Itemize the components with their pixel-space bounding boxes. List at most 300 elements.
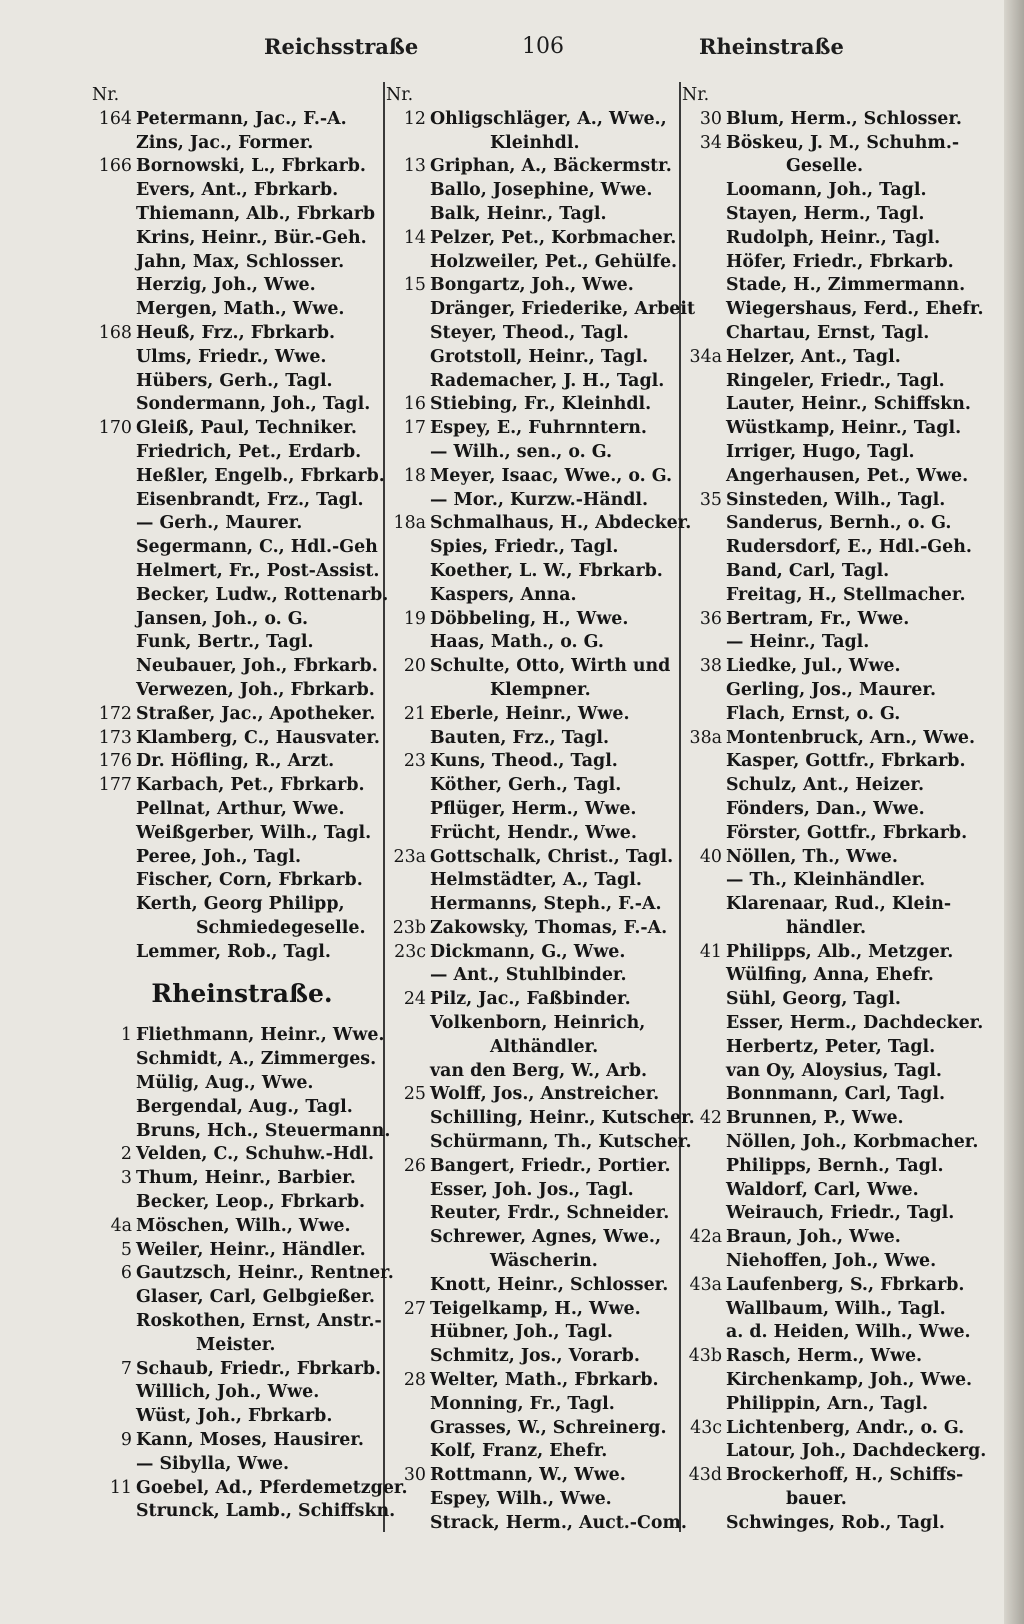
directory-entry (92, 1286, 382, 1310)
resident-entry: — Mor., Kurzw.-Händl. (430, 489, 649, 510)
resident-entry: Petermann, Jac., F.-A. (136, 108, 347, 129)
resident-entry: Liedke, Jul., Wwe. (726, 656, 901, 677)
directory-entry (92, 631, 382, 655)
resident-entry: Eberle, Heinr., Wwe. (430, 703, 630, 724)
resident-entry: Wolff, Jos., Anstreicher. (430, 1084, 660, 1105)
directory-entry (386, 869, 671, 893)
resident-entry: Reuter, Frdr., Schneider. (430, 1203, 670, 1224)
resident-entry: Velden, C., Schuhw.-Hdl. (136, 1144, 375, 1165)
resident-entry: Nöllen, Th., Wwe. (726, 846, 898, 867)
directory-entry (682, 560, 982, 584)
resident-entry: Haas, Math., o. G. (430, 632, 604, 653)
resident-entry: Meyer, Isaac, Wwe., o. G. (430, 465, 673, 486)
house-number: 40 (699, 846, 722, 867)
directory-entry (386, 1274, 671, 1298)
directory-entry (682, 1131, 982, 1155)
resident-entry: Stade, H., Zimmermann. (726, 275, 966, 296)
resident-entry: Pellnat, Arthur, Wwe. (136, 798, 345, 819)
house-number: 19 (403, 608, 426, 629)
resident-entry: Stayen, Herm., Tagl. (726, 203, 925, 224)
house-number: 6 (120, 1263, 132, 1284)
resident-entry: Bongartz, Joh., Wwe. (430, 275, 634, 296)
directory-entry (386, 465, 671, 489)
directory-entry (682, 203, 982, 227)
directory-entry (386, 417, 671, 441)
house-number: 3 (120, 1168, 132, 1189)
house-number: 23c (394, 941, 426, 962)
directory-entry (386, 227, 677, 251)
directory-entry (682, 1369, 982, 1393)
directory-entry (682, 132, 982, 156)
resident-entry: Geselle. (786, 156, 864, 177)
directory-entry (682, 1393, 982, 1417)
house-number: 43c (690, 1417, 722, 1438)
directory-entry (92, 1381, 382, 1405)
directory-entry (682, 370, 982, 394)
directory-entry (92, 322, 382, 346)
directory-entry (386, 1179, 671, 1203)
house-number: 24 (403, 989, 426, 1010)
resident-entry: Eisenbrandt, Frz., Tagl. (136, 489, 364, 510)
directory-entry (682, 1274, 982, 1298)
directory-entry (386, 1226, 671, 1250)
resident-entry: Kasper, Gottfr., Fbrkarb. (726, 751, 966, 772)
directory-entry (682, 417, 982, 441)
directory-entry (92, 1477, 408, 1501)
resident-entry: Thum, Heinr., Barbier. (136, 1168, 356, 1189)
resident-entry: Laufenberg, S., Fbrkarb. (726, 1274, 965, 1295)
resident-entry: Angerhausen, Pet., Wwe. (726, 465, 969, 486)
directory-entry (682, 393, 982, 417)
directory-entry (386, 1060, 671, 1084)
house-number: 41 (699, 941, 722, 962)
resident-entry: Jansen, Joh., o. G. (136, 608, 309, 629)
directory-entry (386, 512, 692, 536)
resident-entry: Schmitz, Jos., Vorarb. (430, 1346, 640, 1367)
resident-entry: Karbach, Pet., Fbrkarb. (136, 775, 365, 796)
house-number: 4a (110, 1215, 132, 1236)
resident-entry: Teigelkamp, H., Wwe. (430, 1298, 641, 1319)
directory-entry (92, 393, 382, 417)
resident-entry: Weiler, Heinr., Händler. (136, 1239, 366, 1260)
house-number: 172 (98, 703, 132, 724)
house-number: 38a (689, 727, 722, 748)
directory-entry (386, 393, 671, 417)
resident-entry: Gleiß, Paul, Techniker. (136, 418, 357, 439)
resident-entry: Irriger, Hugo, Tagl. (726, 441, 915, 462)
house-number: 2 (120, 1144, 132, 1165)
resident-entry: Weirauch, Friedr., Tagl. (726, 1203, 955, 1224)
column-2 (386, 84, 695, 1536)
house-number: 21 (403, 703, 426, 724)
resident-entry: Bertram, Fr., Wwe. (726, 608, 910, 629)
house-number: 12 (403, 108, 426, 129)
resident-entry: Hübner, Joh., Tagl. (430, 1322, 613, 1343)
resident-entry: — Ant., Stuhlbinder. (430, 965, 627, 986)
directory-entry (682, 489, 982, 513)
column-1 (92, 84, 408, 1524)
directory-entry (682, 822, 982, 846)
resident-entry: Ringeler, Friedr., Tagl. (726, 370, 945, 391)
resident-entry: Förster, Gottfr., Fbrkarb. (726, 822, 968, 843)
directory-entry (386, 703, 671, 727)
directory-entry (682, 322, 982, 346)
resident-entry: Schmidt, A., Zimmerges. (136, 1049, 377, 1070)
resident-entry: — Wilh., sen., o. G. (430, 441, 613, 462)
directory-entry (92, 560, 382, 584)
resident-entry: Pflüger, Herm., Wwe. (430, 798, 637, 819)
directory-entry (682, 1036, 982, 1060)
directory-entry (92, 346, 382, 370)
directory-entry (682, 846, 982, 870)
directory-entry (92, 1120, 391, 1144)
house-number: 9 (120, 1430, 132, 1451)
directory-entry (92, 1215, 382, 1239)
directory-entry (682, 869, 982, 893)
house-number: 30 (699, 108, 722, 129)
resident-entry: Pelzer, Pet., Korbmacher. (430, 227, 677, 248)
resident-entry: Stiebing, Fr., Kleinhdl. (430, 394, 652, 415)
resident-entry: — Heinr., Tagl. (726, 632, 870, 653)
directory-entry (682, 346, 982, 370)
house-number: 28 (403, 1370, 426, 1391)
directory-entry (682, 155, 982, 179)
directory-entry (386, 1417, 671, 1441)
directory-entry (92, 274, 382, 298)
resident-entry: Althändler. (490, 1036, 599, 1057)
resident-entry: Welter, Math., Fbrkarb. (430, 1370, 659, 1391)
resident-entry: Spies, Friedr., Tagl. (430, 537, 619, 558)
directory-entry (386, 1321, 671, 1345)
directory-entry (92, 679, 382, 703)
resident-entry: bauer. (786, 1489, 847, 1510)
directory-entry (386, 179, 671, 203)
directory-entry (92, 1429, 382, 1453)
number-heading: Nr. (92, 85, 120, 105)
resident-entry: Strunck, Lamb., Schiffskn. (136, 1501, 396, 1522)
resident-entry: Bonnmann, Carl, Tagl. (726, 1084, 946, 1105)
directory-entry (386, 917, 671, 941)
resident-entry: Balk, Heinr., Tagl. (430, 203, 607, 224)
directory-entry (386, 1202, 671, 1226)
resident-entry: Philippin, Arn., Tagl. (726, 1393, 929, 1414)
resident-entry: Döbbeling, H., Wwe. (430, 608, 629, 629)
resident-entry: Niehoffen, Joh., Wwe. (726, 1251, 937, 1272)
directory-entry (682, 1083, 982, 1107)
directory-entry (682, 917, 982, 941)
resident-entry: Schaub, Friedr., Fbrkarb. (136, 1358, 382, 1379)
resident-entry: Rudersdorf, E., Hdl.-Geh. (726, 537, 972, 558)
directory-entry (92, 917, 382, 941)
resident-entry: Kirchenkamp, Joh., Wwe. (726, 1370, 973, 1391)
resident-entry: Hermanns, Steph., F.-A. (430, 894, 662, 915)
directory-entry (386, 1131, 692, 1155)
resident-entry: Kleinhdl. (490, 132, 580, 153)
directory-entry (682, 727, 982, 751)
house-number: 20 (403, 656, 426, 677)
resident-entry: Mülig, Aug., Wwe. (136, 1073, 314, 1094)
directory-entry (386, 1464, 671, 1488)
directory-entry (386, 798, 671, 822)
house-number: 11 (109, 1477, 132, 1498)
page-edge (1004, 0, 1024, 1624)
house-number: 25 (403, 1084, 426, 1105)
resident-entry: Schulte, Otto, Wirth und (430, 656, 671, 677)
resident-entry: Helzer, Ant., Tagl. (726, 346, 901, 367)
directory-entry (386, 1083, 671, 1107)
resident-entry: Rottmann, W., Wwe. (430, 1465, 626, 1486)
resident-entry: Schürmann, Th., Kutscher. (430, 1132, 692, 1153)
resident-entry: Chartau, Ernst, Tagl. (726, 322, 930, 343)
directory-entry (682, 608, 982, 632)
directory-entry (682, 750, 982, 774)
directory-entry (386, 750, 671, 774)
resident-entry: Brunnen, P., Wwe. (726, 1108, 904, 1129)
house-number: 1 (120, 1025, 132, 1046)
directory-entry (386, 536, 671, 560)
directory-entry (386, 274, 671, 298)
directory-entry (386, 727, 671, 751)
directory-entry (386, 441, 671, 465)
directory-entry (682, 1060, 982, 1084)
directory-entry (92, 108, 382, 132)
house-number: 16 (403, 394, 426, 415)
directory-entry (386, 560, 671, 584)
resident-entry: Gottschalk, Christ., Tagl. (430, 846, 674, 867)
header-left-street: Reichsstraße (264, 34, 419, 59)
directory-entry (92, 441, 382, 465)
resident-entry: Rasch, Herm., Wwe. (726, 1346, 923, 1367)
directory-entry (92, 584, 389, 608)
resident-entry: Flach, Ernst, o. G. (726, 703, 901, 724)
resident-entry: Zins, Jac., Former. (136, 132, 314, 153)
directory-entry (92, 893, 382, 917)
directory-entry (386, 1012, 671, 1036)
house-number: 42a (689, 1227, 722, 1248)
resident-entry: Heßler, Engelb., Fbrkarb. (136, 465, 385, 486)
number-heading: Nr. (386, 85, 414, 105)
resident-entry: Dr. Höfling, R., Arzt. (136, 751, 335, 772)
directory-entry (682, 964, 982, 988)
resident-entry: Klempner. (490, 679, 591, 700)
resident-entry: Philipps, Bernh., Tagl. (726, 1155, 944, 1176)
resident-entry: Wüst, Joh., Fbrkarb. (136, 1406, 333, 1427)
resident-entry: Montenbruck, Arn., Wwe. (726, 727, 976, 748)
resident-entry: Lemmer, Rob., Tagl. (136, 941, 331, 962)
directory-entry (92, 608, 382, 632)
resident-entry: Waldorf, Carl, Wwe. (726, 1179, 919, 1200)
directory-entry (92, 655, 382, 679)
directory-entry (92, 203, 382, 227)
resident-entry: Sinsteden, Wilh., Tagl. (726, 489, 946, 510)
resident-entry: Mergen, Math., Wwe. (136, 299, 345, 320)
resident-entry: Wülfing, Anna, Ehefr. (726, 965, 934, 986)
directory-entry (682, 655, 982, 679)
resident-entry: Kaspers, Anna. (430, 584, 577, 605)
directory-entry (386, 655, 671, 679)
house-number: 173 (98, 727, 132, 748)
directory-entry (682, 1250, 982, 1274)
resident-entry: Fischer, Corn, Fbrkarb. (136, 870, 363, 891)
directory-entry (92, 370, 382, 394)
directory-entry (682, 1512, 982, 1536)
directory-entry (682, 1488, 982, 1512)
resident-entry: Höfer, Friedr., Fbrkarb. (726, 251, 954, 272)
directory-entry (386, 203, 671, 227)
resident-entry: Verwezen, Joh., Fbrkarb. (136, 679, 375, 700)
resident-entry: Koether, L. W., Fbrkarb. (430, 560, 663, 581)
column-3 (682, 84, 987, 1536)
directory-entry (386, 988, 671, 1012)
directory-entry (386, 251, 678, 275)
resident-entry: Esser, Joh. Jos., Tagl. (430, 1179, 634, 1200)
resident-entry: Wäscherin. (490, 1251, 598, 1272)
directory-entry (682, 512, 982, 536)
resident-entry: Köther, Gerh., Tagl. (430, 775, 622, 796)
resident-entry: Lauter, Heinr., Schiffskn. (726, 394, 971, 415)
resident-entry: Schilling, Heinr., Kutscher. (430, 1108, 695, 1129)
directory-entry (386, 1369, 671, 1393)
directory-entry (386, 608, 671, 632)
directory-entry (386, 1155, 671, 1179)
resident-entry: Hübers, Gerh., Tagl. (136, 370, 333, 391)
directory-entry (682, 84, 982, 108)
directory-entry (386, 893, 671, 917)
directory-entry (92, 798, 382, 822)
directory-entry (92, 750, 382, 774)
house-number: 15 (403, 275, 426, 296)
resident-entry: Helmstädter, A., Tagl. (430, 870, 642, 891)
directory-entry (92, 179, 382, 203)
directory-entry (682, 1012, 982, 1036)
house-number: 38 (699, 656, 722, 677)
directory-entry (92, 155, 382, 179)
resident-entry: van Oy, Aloysius, Tagl. (726, 1060, 942, 1081)
directory-entry (682, 941, 982, 965)
resident-entry: Holzweiler, Pet., Gehülfe. (430, 251, 678, 272)
resident-entry: Griphan, A., Bäckermstr. (430, 156, 672, 177)
directory-entry (386, 298, 695, 322)
resident-entry: Sanderus, Bernh., o. G. (726, 513, 952, 534)
house-number: 34 (699, 132, 722, 153)
house-number: 18 (403, 465, 426, 486)
resident-entry: Sondermann, Joh., Tagl. (136, 394, 371, 415)
house-number: 35 (699, 489, 722, 510)
directory-entry (92, 1167, 382, 1191)
directory-entry (92, 1310, 382, 1334)
resident-entry: Becker, Leop., Fbrkarb. (136, 1192, 366, 1213)
directory-entry (386, 370, 671, 394)
directory-entry (682, 298, 982, 322)
resident-entry: Straßer, Jac., Apotheker. (136, 703, 376, 724)
directory-entry (92, 822, 382, 846)
directory-entry (92, 1262, 394, 1286)
house-number: 177 (98, 775, 132, 796)
directory-entry (682, 1417, 982, 1441)
resident-entry: Bruns, Hch., Steuermann. (136, 1120, 391, 1141)
resident-entry: Peree, Joh., Tagl. (136, 846, 302, 867)
directory-entry (682, 108, 982, 132)
resident-entry: Möschen, Wilh., Wwe. (136, 1215, 351, 1236)
resident-entry: Becker, Ludw., Rottenarb. (136, 584, 389, 605)
directory-entry (386, 822, 671, 846)
directory-entry (92, 417, 382, 441)
resident-entry: Bornowski, L., Fbrkarb. (136, 156, 366, 177)
directory-entry (682, 679, 982, 703)
directory-entry (682, 988, 982, 1012)
resident-entry: Gautzsch, Heinr., Rentner. (136, 1263, 394, 1284)
directory-entry (386, 1512, 687, 1536)
resident-entry: Lichtenberg, Andr., o. G. (726, 1417, 965, 1438)
resident-entry: Wiegershaus, Ferd., Ehefr. (726, 299, 984, 320)
resident-entry: Ulms, Friedr., Wwe. (136, 346, 327, 367)
house-number: 170 (98, 418, 132, 439)
resident-entry: Dickmann, G., Wwe. (430, 941, 626, 962)
resident-entry: Grasses, W., Schreinerg. (430, 1417, 667, 1438)
house-number: 42 (699, 1108, 722, 1129)
directory-entry (386, 322, 671, 346)
resident-entry: Bauten, Frz., Tagl. (430, 727, 610, 748)
directory-entry (92, 1024, 385, 1048)
directory-entry (682, 1226, 982, 1250)
resident-entry: Grotstoll, Heinr., Tagl. (430, 346, 649, 367)
resident-entry: — Sibylla, Wwe. (136, 1453, 290, 1474)
directory-entry (92, 536, 382, 560)
resident-entry: Herbertz, Peter, Tagl. (726, 1036, 936, 1057)
directory-entry (92, 1239, 382, 1263)
directory-entry (92, 1143, 382, 1167)
house-number: 34a (689, 346, 722, 367)
directory-entry (682, 441, 982, 465)
house-number: 176 (98, 751, 132, 772)
resident-entry: Freitag, H., Stellmacher. (726, 584, 966, 605)
directory-entry (682, 1440, 987, 1464)
directory-entry (386, 631, 671, 655)
house-number: 43a (689, 1274, 722, 1295)
directory-entry (386, 1250, 671, 1274)
resident-entry: Goebel, Ad., Pferdemetzger. (136, 1477, 408, 1498)
resident-entry: Klarenaar, Rud., Klein- (726, 894, 952, 915)
resident-entry: Roskothen, Ernst, Anstr.- (136, 1311, 382, 1332)
directory-entry (682, 1464, 982, 1488)
directory-entry (386, 1107, 695, 1131)
directory-entry (386, 132, 671, 156)
column-divider (383, 82, 385, 1532)
resident-entry: Kuns, Theod., Tagl. (430, 751, 618, 772)
resident-entry: Nöllen, Joh., Korbmacher. (726, 1132, 979, 1153)
directory-entry (92, 227, 382, 251)
directory-entry (92, 1405, 382, 1429)
resident-entry: Ballo, Josephine, Wwe. (430, 180, 653, 201)
directory-entry (682, 584, 982, 608)
resident-entry: Friedrich, Pet., Erdarb. (136, 441, 362, 462)
section-heading: Rheinstraße. (151, 979, 333, 1009)
directory-entry (682, 1298, 982, 1322)
directory-entry (386, 1345, 671, 1369)
resident-entry: Meister. (196, 1334, 276, 1355)
resident-entry: Herzig, Joh., Wwe. (136, 275, 316, 296)
resident-entry: Fliethmann, Heinr., Wwe. (136, 1025, 385, 1046)
directory-entry (92, 1096, 382, 1120)
directory-entry (386, 1393, 671, 1417)
resident-entry: Schmalhaus, H., Abdecker. (430, 513, 692, 534)
directory-entry (92, 869, 382, 893)
resident-entry: Sühl, Georg, Tagl. (726, 989, 901, 1010)
resident-entry: Schmiedegeselle. (196, 917, 366, 938)
directory-entry (92, 1358, 382, 1382)
directory-entry (386, 489, 671, 513)
directory-entry (682, 893, 982, 917)
